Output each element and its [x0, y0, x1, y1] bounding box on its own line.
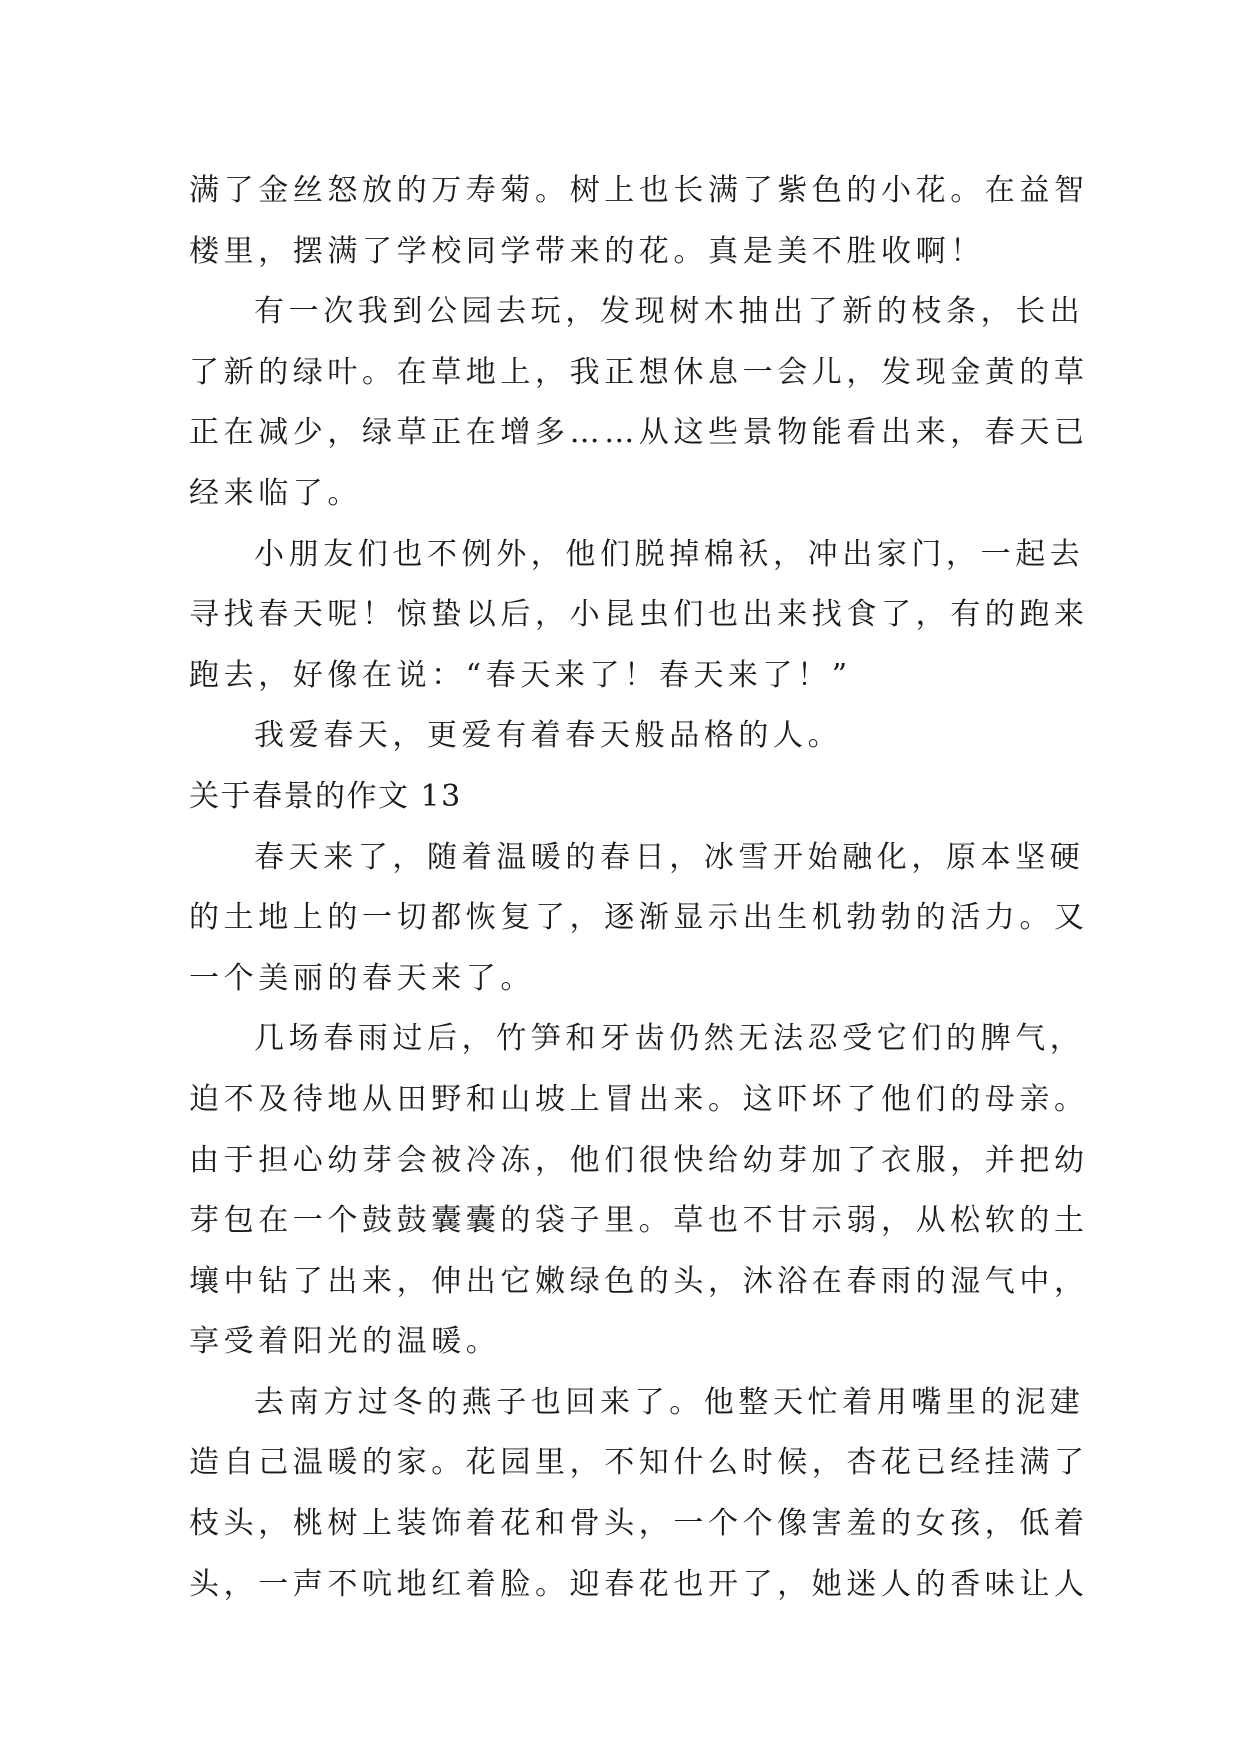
paragraph-start: 小朋友们也不例外，他们脱掉棉袄，冲出家门，一起去 — [254, 536, 1085, 572]
text-line: 由于担心幼芽会被冷冻，他们很快给幼芽加了衣服，并把幼 — [189, 1142, 1089, 1178]
paragraph-start: 几场春雨过后，竹笋和牙齿仍然无法忍受它们的脾气， — [254, 1021, 1085, 1057]
text-line: 正在减少，绿草正在增多……从这些景物能看出来，春天已 — [189, 415, 1089, 451]
text-line: 迫不及待地从田野和山坡上冒出来。这吓坏了他们的母亲。 — [189, 1081, 1089, 1117]
text-line: 满了金丝怒放的万寿菊。树上也长满了紫色的小花。在益智 — [189, 173, 1089, 208]
text-line: 芽包在一个鼓鼓囊囊的袋子里。草也不甘示弱，从松软的土 — [189, 1203, 1089, 1239]
paragraph-start: 春天来了，随着温暖的春日，冰雪开始融化，原本坚硬 — [254, 839, 1085, 875]
section-heading: 关于春景的作文 13 — [189, 778, 462, 814]
paragraph-start: 有一次我到公园去玩，发现树木抽出了新的枝条，长出 — [254, 294, 1085, 330]
text-line: 造自己温暖的家。花园里，不知什么时候，杏花已经挂满了 — [189, 1445, 1089, 1481]
text-line: 头，一声不吭地红着脸。迎春花也开了，她迷人的香味让人 — [189, 1566, 1089, 1602]
text-line: 经来临了。 — [189, 475, 362, 511]
text-line: 跑去，好像在说：“春天来了！春天来了！” — [189, 657, 852, 693]
text-line: 壤中钻了出来，伸出它嫩绿色的头，沐浴在春雨的湿气中， — [189, 1263, 1089, 1299]
text-line: 享受着阳光的温暖。 — [189, 1324, 501, 1360]
text-line: 的土地上的一切都恢复了，逐渐显示出生机勃勃的活力。又 — [189, 900, 1089, 936]
text-line: 一个美丽的春天来了。 — [189, 960, 535, 996]
text-line: 枝头，桃树上装饰着花和骨头，一个个像害羞的女孩，低着 — [189, 1506, 1089, 1542]
text-line: 了新的绿叶。在草地上，我正想休息一会儿，发现金黄的草 — [189, 354, 1089, 390]
paragraph-start: 去南方过冬的燕子也回来了。他整天忙着用嘴里的泥建 — [254, 1384, 1085, 1420]
essay-body — [189, 161, 1089, 1615]
paragraph-start: 我爱春天，更爱有着春天般品格的人。 — [254, 718, 843, 754]
text-line: 楼里，摆满了学校同学带来的花。真是美不胜收啊！ — [189, 233, 985, 269]
text-line: 寻找春天呢！惊蛰以后，小昆虫们也出来找食了，有的跑来 — [189, 597, 1089, 633]
